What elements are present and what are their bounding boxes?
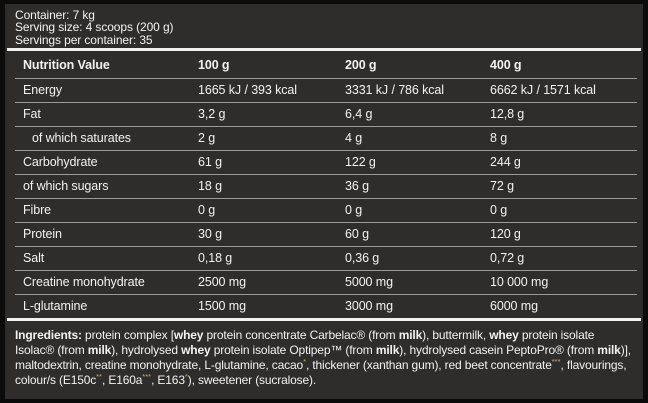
- ingredient-segment: milk: [87, 342, 112, 357]
- row-value: 0 g: [345, 203, 363, 218]
- ingredient-segment: whey: [173, 327, 204, 342]
- ingredient-segment: Ingredients:: [15, 327, 82, 342]
- row-value: 8 g: [490, 131, 508, 146]
- footnote-marker: *: [303, 356, 306, 366]
- ingredient-segment: milk: [597, 342, 621, 357]
- separator-top: [7, 48, 641, 51]
- row-value: 4 g: [345, 131, 363, 146]
- row-value: 6000 mg: [490, 299, 538, 314]
- ingredient-segment: , flavourings, colour/s (E150c: [15, 357, 627, 387]
- row-value: 18 g: [198, 179, 222, 194]
- row-value: 0,18 g: [198, 251, 233, 266]
- footnote-marker: ***: [142, 371, 152, 381]
- row-value: 60 g: [345, 227, 369, 242]
- ingredient-segment: , thickener (xanthan gum), red beet concentrate: [305, 357, 552, 372]
- table-header-row: [15, 52, 637, 79]
- row-label: Fibre: [23, 203, 51, 218]
- row-value: 120 g: [490, 227, 521, 242]
- footnote-marker: **: [96, 371, 102, 381]
- row-value: 2 g: [198, 131, 216, 146]
- row-value: 61 g: [198, 155, 222, 170]
- ingredient-segment: milk: [375, 342, 400, 357]
- column-header: 400 g: [490, 57, 522, 72]
- row-label: of which sugars: [23, 179, 109, 194]
- row-value: 0,72 g: [490, 251, 525, 266]
- table-row: [15, 223, 637, 247]
- table-row: [15, 295, 637, 318]
- ingredient-segment: protein isolate Optipep™ (from: [210, 342, 376, 357]
- row-value: 5000 mg: [345, 275, 393, 290]
- row-label: of which saturates: [32, 131, 131, 146]
- ingredient-segment: whey: [489, 327, 519, 342]
- ingredient-segment: ), hydrolysed casein PeptoPro® (from: [399, 342, 598, 357]
- row-value: 10 000 mg: [490, 275, 549, 290]
- ingredient-segment: protein concentrate Carbelac® (from: [203, 327, 399, 342]
- row-label: Creatine monohydrate: [23, 275, 145, 290]
- row-label: Carbohydrate: [23, 155, 98, 170]
- row-value: 3000 mg: [345, 299, 393, 314]
- row-value: 6,4 g: [345, 107, 373, 122]
- row-value: 72 g: [490, 179, 514, 194]
- row-value: 122 g: [345, 155, 376, 170]
- ingredient-segment: , E160a: [101, 372, 143, 387]
- row-value: 3331 kJ / 786 kcal: [345, 83, 444, 98]
- serving-size-line: Serving size: 4 scoops (200 g): [15, 20, 174, 35]
- ingredient-segment: ), sweetener (sucralose).: [187, 372, 317, 387]
- table-row: [15, 199, 637, 223]
- footnote-marker: ***: [551, 356, 561, 366]
- row-value: 6662 kJ / 1571 kcal: [490, 83, 596, 98]
- row-value: 3,2 g: [198, 107, 226, 122]
- ingredient-segment: protein isolate Isolac® (from: [15, 327, 595, 357]
- servings-per-container-line: Servings per container: 35: [15, 32, 153, 47]
- row-value: 0 g: [198, 203, 216, 218]
- column-header: 100 g: [198, 57, 230, 72]
- table-row: [15, 103, 637, 127]
- serving-info: [5, 4, 643, 48]
- row-value: 12,8 g: [490, 107, 525, 122]
- row-value: 36 g: [345, 179, 369, 194]
- table-row: [15, 127, 637, 151]
- row-value: 0 g: [490, 203, 508, 218]
- ingredient-segment: protein complex [: [81, 327, 174, 342]
- row-label: Protein: [23, 227, 62, 242]
- row-label: Energy: [23, 83, 63, 98]
- row-label: Salt: [23, 251, 45, 266]
- ingredient-segment: )], maltodextrin, creatine monohydrate, L-glutamine, cacao: [15, 342, 631, 372]
- ingredient-segment: ), hydrolysed: [111, 342, 182, 357]
- ingredient-segment: milk: [398, 327, 423, 342]
- nutrition-table: [15, 52, 637, 318]
- container-size-line: Container: 7 kg: [15, 8, 95, 22]
- row-value: 30 g: [198, 227, 222, 242]
- table-row: [15, 247, 637, 271]
- row-value: 1500 mg: [198, 299, 246, 314]
- table-row: [15, 151, 637, 175]
- row-value: 2500 mg: [198, 275, 246, 290]
- column-header: Nutrition Value: [23, 57, 110, 72]
- ingredients-text: [5, 321, 643, 388]
- row-value: 1665 kJ / 393 kcal: [198, 83, 297, 98]
- row-label: Fat: [23, 107, 41, 122]
- ingredient-segment: ), buttermilk,: [422, 327, 490, 342]
- row-value: 0,36 g: [345, 251, 380, 266]
- label-panel: [5, 4, 643, 399]
- table-row: [15, 271, 637, 295]
- ingredient-segment: , E163: [151, 372, 185, 387]
- row-label: L-glutamine: [23, 299, 88, 314]
- table-row: [15, 175, 637, 199]
- footnote-marker: *: [184, 371, 188, 381]
- column-header: 200 g: [345, 57, 377, 72]
- row-value: 244 g: [490, 155, 521, 170]
- ingredient-segment: whey: [181, 342, 211, 357]
- table-row: [15, 79, 637, 103]
